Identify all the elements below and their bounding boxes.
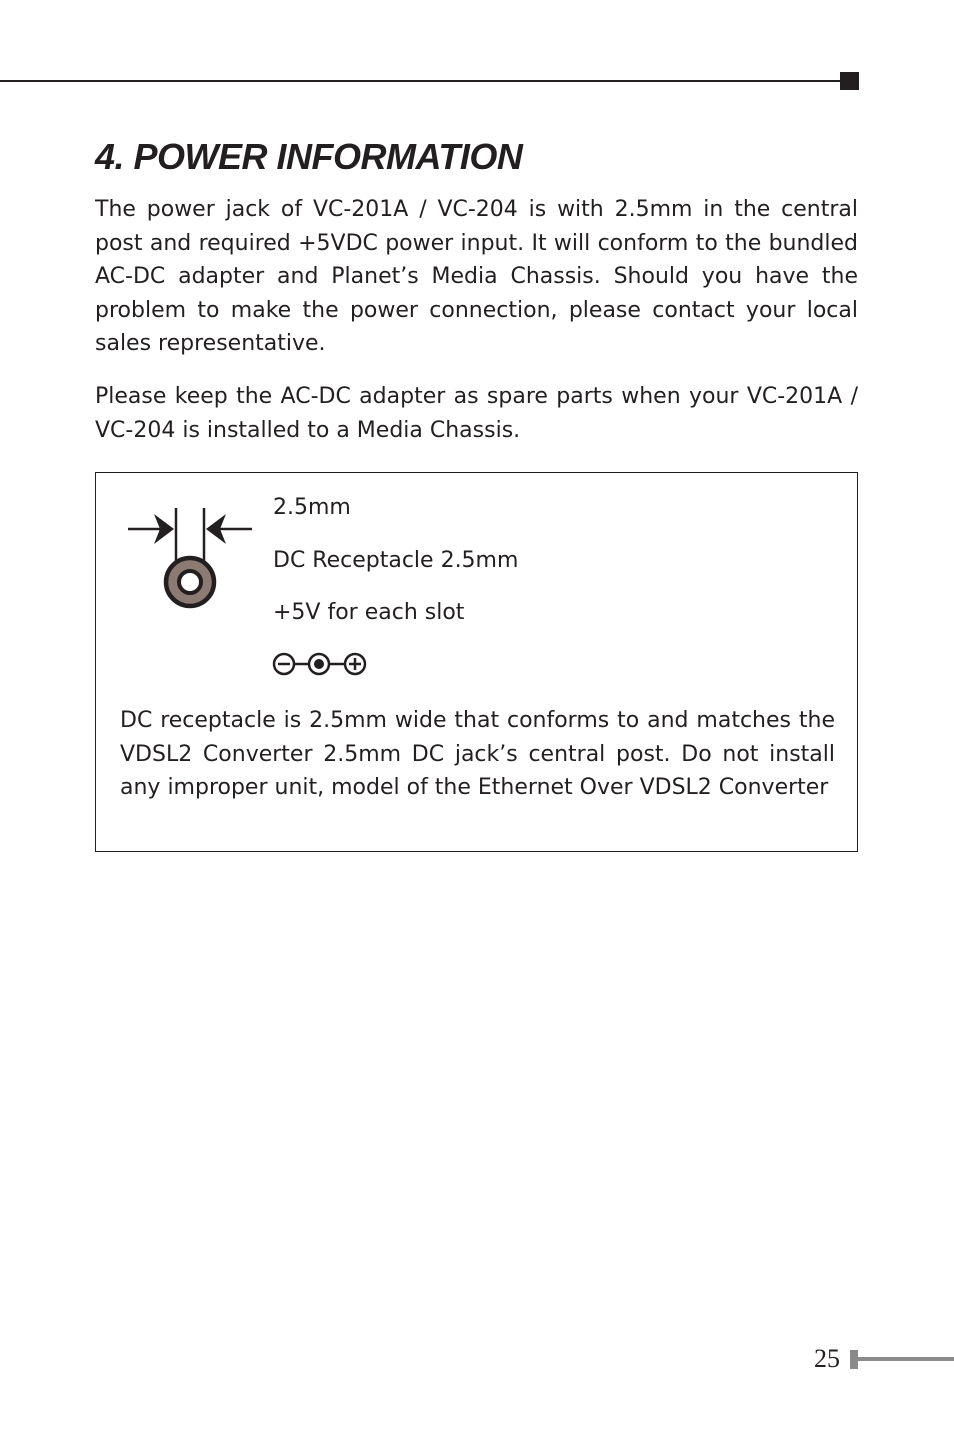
page-number: 25 <box>814 1344 840 1373</box>
voltage-label: +5V for each slot <box>273 600 465 625</box>
receptacle-label: DC Receptacle 2.5mm <box>273 548 519 573</box>
footer-marker <box>850 1350 858 1369</box>
header-marker <box>840 72 859 90</box>
body-paragraph-spare-adapter: Please keep the AC-DC adapter as spare parts when your VC-201A / VC-204 is installed to a Media Chassis. <box>95 384 858 443</box>
center-positive-polarity-icon <box>272 650 370 678</box>
power-spec-box <box>95 472 858 852</box>
footer-rule <box>858 1357 954 1361</box>
receptacle-note: DC receptacle is 2.5mm wide that conforms to and matches the VDSL2 Converter 2.5mm DC jack’s central post. Do not install any improper unit, model of the Ethernet Over VDSL2 Converter <box>120 708 835 801</box>
jack-width-label: 2.5mm <box>273 495 351 520</box>
section-title: 4. POWER INFORMATION <box>95 136 523 177</box>
header-rule <box>0 80 842 82</box>
body-paragraph-power-jack: The power jack of VC-201A / VC-204 is with 2.5mm in the central post and required +5VDC power input. It will conform to the bundled AC-DC adapter and Planet’s Media Chassis. Should you have the problem to make the power connection, please contact your local sales representative. <box>95 197 858 357</box>
dc-jack-width-icon <box>126 503 256 613</box>
